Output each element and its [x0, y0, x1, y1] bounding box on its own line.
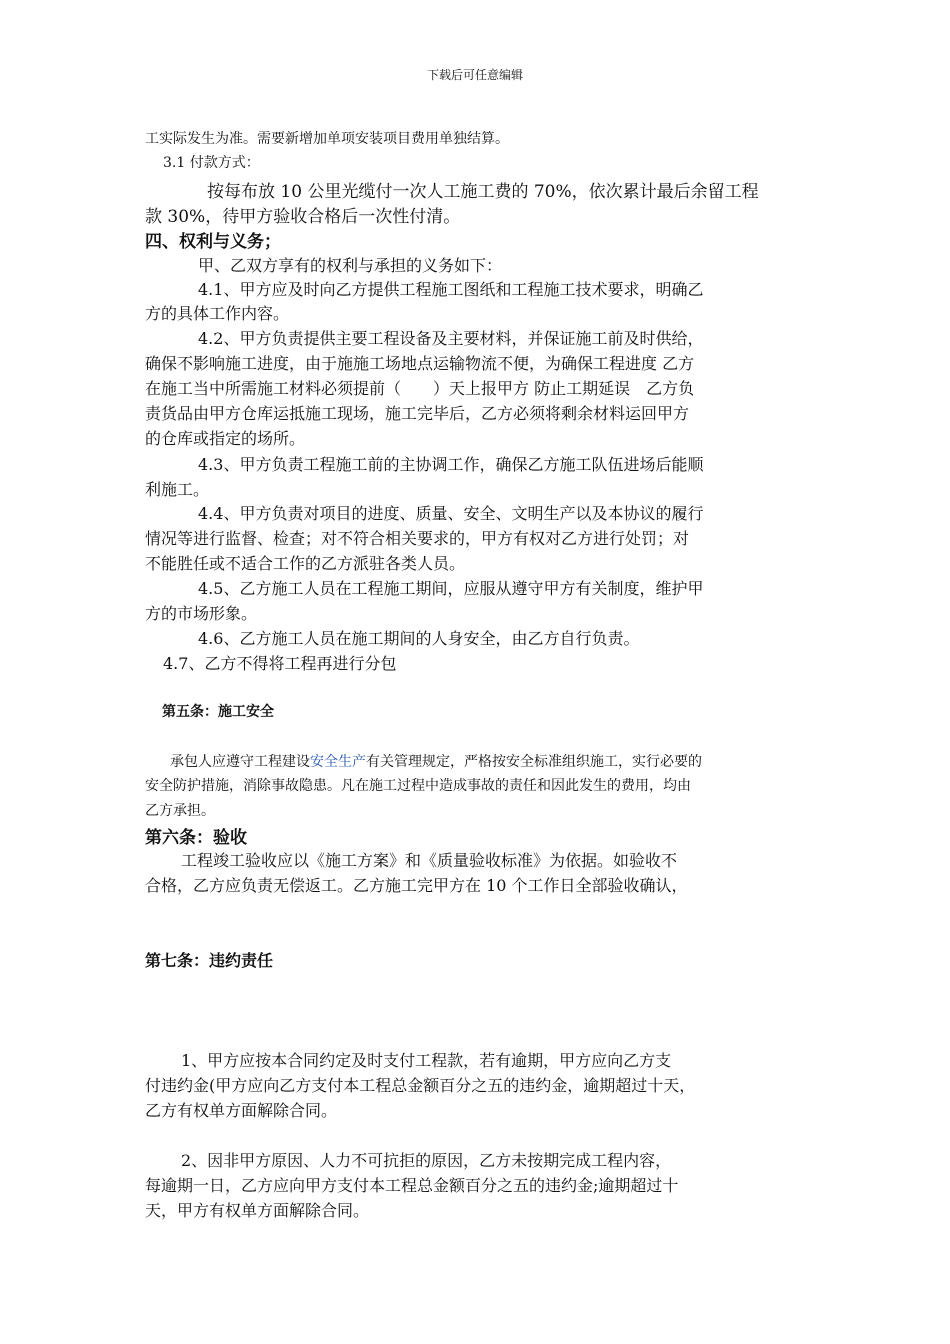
paragraph-line: 不能胜任或不适合工作的乙方派驻各类人员。 [145, 554, 466, 573]
paragraph-line: 方的具体工作内容。 [145, 304, 290, 323]
paragraph-line: 确保不影响施工进度，由于施施工场地点运输物流不便，为确保工程进度 乙方 [145, 354, 695, 373]
paragraph-line: 按每布放 10 公里光缆付一次人工施工费的 70%，依次累计最后余留工程 [207, 182, 759, 202]
paragraph-line: 合格，乙方应负责无偿返工。乙方施工完甲方在 10 个工作日全部验收确认， [145, 876, 688, 895]
clause-4-2: 4.2、甲方负责提供主要工程设备及主要材料，并保证施工前及时供给， [198, 329, 704, 348]
clause-4-5: 4.5、乙方施工人员在工程施工期间，应服从遵守甲方有关制度，维护甲 [198, 579, 704, 598]
text-run: 承包人应遵守工程建设 [170, 754, 310, 770]
paragraph-line: 利施工。 [145, 480, 210, 499]
paragraph-line: 安全防护措施，消除事故隐患。凡在施工过程中造成事故的责任和因此发生的费用，均由 [145, 778, 691, 794]
paragraph-line: 方的市场形象。 [145, 604, 258, 623]
page-header: 下载后可任意编辑 [426, 68, 523, 82]
payment-method-title: 3.1 付款方式： [163, 155, 260, 171]
section-heading-acceptance: 第六条：验收 [145, 828, 247, 848]
paragraph-line: 款 30%，待甲方验收合格后一次性付清。 [145, 207, 461, 227]
clause-4-4: 4.4、甲方负责对项目的进度、质量、安全、文明生产以及本协议的履行 [198, 504, 704, 523]
liability-clause-1: 1、甲方应按本合同约定及时支付工程款，若有逾期，甲方应向乙方支 [181, 1051, 672, 1070]
clause-4-1: 4.1、甲方应及时向乙方提供工程施工图纸和工程施工技术要求，明确乙 [198, 280, 704, 299]
paragraph-line: 乙方承担。 [145, 803, 215, 819]
paragraph-line: 天，甲方有权单方面解除合同。 [145, 1201, 370, 1220]
liability-clause-2: 2、因非甲方原因、人力不可抗拒的原因，乙方未按期完成工程内容， [181, 1151, 672, 1170]
clause-4-7: 4.7、乙方不得将工程再进行分包 [163, 654, 397, 673]
paragraph-line: 工实际发生为准。需要新增加单项安装项目费用单独结算。 [145, 131, 509, 147]
section-heading-rights-obligations: 四、权利与义务； [145, 232, 281, 252]
paragraph-line: 乙方有权单方面解除合同。 [145, 1101, 338, 1120]
section-heading-construction-safety: 第五条：施工安全 [162, 704, 274, 720]
paragraph-line: 付违约金(甲方应向乙方支付本工程总金额百分之五的违约金，逾期超过十天， [145, 1076, 696, 1095]
text-run: 有关管理规定，严格按安全标准组织施工，实行必要的 [366, 754, 702, 770]
paragraph-line: 在施工当中所需施工材料必须提前（ ）天上报甲方 防止工期延误 乙方负 [145, 379, 695, 398]
paragraph-line: 工程竣工验收应以《施工方案》和《质量验收标准》为依据。如验收不 [181, 851, 678, 870]
paragraph-line: 每逾期一日，乙方应向甲方支付本工程总金额百分之五的违约金;逾期超过十 [145, 1176, 679, 1195]
clause-4-6: 4.6、乙方施工人员在施工期间的人身安全，由乙方自行负责。 [198, 629, 640, 648]
paragraph-line: 情况等进行监督、检查；对不符合相关要求的，甲方有权对乙方进行处罚；对 [145, 529, 690, 548]
clause-4-3: 4.3、甲方负责工程施工前的主协调工作，确保乙方施工队伍进场后能顺 [198, 455, 704, 474]
paragraph-line: 甲、乙双方享有的权利与承担的义务如下： [198, 256, 503, 275]
paragraph-line [170, 751, 702, 771]
paragraph-line: 的仓库或指定的场所。 [145, 429, 306, 448]
safety-production-link[interactable]: 安全生产 [310, 754, 366, 770]
section-heading-liability: 第七条：违约责任 [145, 951, 274, 970]
paragraph-line: 责货品由甲方仓库运抵施工现场，施工完毕后，乙方必须将剩余材料运回甲方 [145, 404, 690, 423]
